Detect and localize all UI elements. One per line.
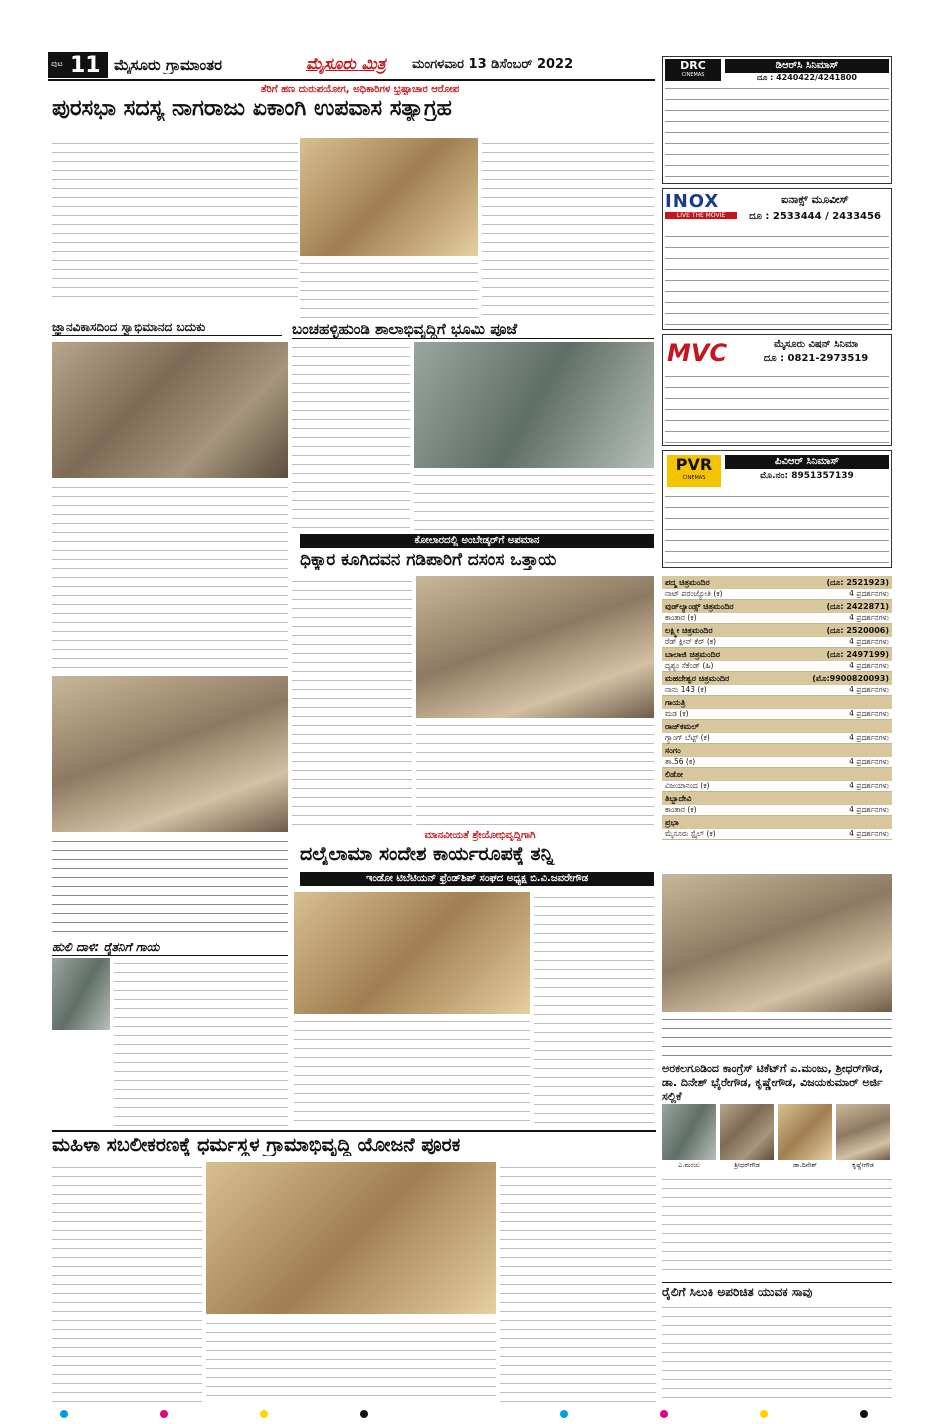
theatre-phone: (ದೂ: 2520006) — [826, 626, 889, 635]
theatre-film-row — [662, 733, 892, 744]
drc-showtimes — [665, 83, 889, 181]
story-body — [294, 1016, 530, 1128]
film-title: ಮಡ (ಕ) — [665, 709, 689, 718]
story-body — [482, 138, 654, 318]
story-photo — [52, 958, 110, 1030]
film-title: ನಾನು 143 (ಕ) — [665, 685, 707, 694]
story-caption — [52, 836, 288, 936]
show-count: 4 ಪ್ರದರ್ಶನಗಳು — [849, 637, 889, 646]
pvr-logo-text: PVR — [675, 455, 713, 474]
theatre-name-row — [662, 600, 892, 613]
theatre-name: ರಾಜ್‌ಕಮಲ್ — [665, 722, 700, 731]
mvc-phone: ದೂ : 0821-2973519 — [763, 353, 869, 364]
story-photo — [414, 342, 654, 468]
drc-title: ಡಿಆರ್‌ಸಿ ಸಿನಿಮಾಸ್ — [725, 59, 889, 73]
show-count: 4 ಪ್ರದರ್ಶನಗಳು — [849, 829, 889, 838]
candidate-photo — [662, 1104, 716, 1160]
story-caption — [662, 1014, 892, 1058]
theatre-film-row — [662, 757, 892, 768]
theatre-film-row — [662, 661, 892, 672]
registration-dot — [560, 1410, 568, 1418]
registration-dot — [760, 1410, 768, 1418]
pvr-phone: ಮೊ.ನಂ: 8951357139 — [760, 471, 854, 481]
theatre-name: ಗಾಯತ್ರಿ — [665, 698, 686, 707]
page-number: 11 — [70, 53, 101, 78]
theatre-name: ತಿಬ್ಬಾದೇವಿ — [665, 794, 692, 803]
story-body — [534, 892, 654, 1128]
theatre-film-row — [662, 805, 892, 816]
story-headline: ದಲೈಲಾಮಾ ಸಂದೇಶ ಕಾರ್ಯರೂಪಕ್ಕೆ ತನ್ನಿ — [300, 843, 554, 865]
story-kicker: ಮಾನವೀಯತೆ ಶ್ರೇಯೋಭಿವೃದ್ಧಿಗಾಗಿ — [424, 830, 536, 841]
theatre-name-row — [662, 816, 892, 829]
theatre-name: ಲಿಡೋ — [665, 770, 683, 779]
candidate-photos — [662, 1104, 892, 1170]
theatre-name-row — [662, 696, 892, 709]
story-headline: ಅರಕಲಗೂಡಿಂದ ಕಾಂಗ್ರೆಸ್ ಟಿಕೆಟ್‌ಗೆ ಎ.ಮಂಜು, ಶ್ರೀಧರ್‌ಗೌಡ, ಡಾ. ದಿನೇಶ್ ಭೈರೇಗೌಡ, ಕೃಷ್ಣೇಗೌಡ, ವಿಜಯಕುಮಾರ್ ಅರ್ಜಿ ಸಲ್ಲಿಕೆ — [662, 1062, 884, 1103]
mvc-logo: MVC — [667, 339, 728, 367]
page-number-badge — [48, 52, 108, 78]
theatre-name: ಬಾಲಾಜಿ ಚಿತ್ರಮಂದಿರ — [665, 650, 720, 659]
registration-dot — [660, 1410, 668, 1418]
registration-dot — [160, 1410, 168, 1418]
story-body — [300, 258, 478, 318]
theatre-film-row — [662, 829, 892, 840]
registration-marks — [0, 1404, 945, 1424]
paper-name-logo: ಮೈಸೂರು ಮಿತ್ರ — [306, 54, 386, 73]
theatre-film-row — [662, 637, 892, 648]
masthead — [48, 52, 654, 78]
pvr-logo — [667, 455, 721, 487]
show-count: 4 ಪ್ರದರ್ಶನಗಳು — [849, 781, 889, 790]
pvr-logo-subtext: CINEMAS — [682, 475, 706, 481]
mvc-title: ಮೈಸೂರು ವಿಷನ್ ಸಿನಿಮಾ — [773, 339, 859, 350]
theatre-name-row — [662, 624, 892, 637]
theatre-name: ಪ್ರಭಾ — [665, 818, 679, 827]
story-headline: ರೈಲಿಗೆ ಸಿಲುಕಿ ಅಪರಿಚಿತ ಯುವಕ ಸಾವು — [662, 1282, 892, 1300]
story-body — [206, 1318, 496, 1402]
story-body — [292, 576, 412, 826]
story-headline: ಜ್ಞಾನವಿಕಾಸದಿಂದ ಸ್ವಾಭಿಮಾನದ ಬದುಕು — [52, 320, 282, 336]
registration-dot — [60, 1410, 68, 1418]
show-count: 4 ಪ್ರದರ್ಶನಗಳು — [849, 757, 889, 766]
film-title: ದೃಶ್ಯಂ ಸೆಕೆಂಡ್ (ಹಿ) — [665, 661, 714, 670]
film-title: ನಾಟ್ ಪರಂಜ್ಯೋತಿ (ಕ) — [665, 589, 723, 598]
pvr-block — [662, 450, 892, 568]
theatre-name-row — [662, 648, 892, 661]
film-title: ವಿಜಯಾನಂದ (ಕ) — [665, 781, 710, 790]
theatre-name: ಲಕ್ಷ್ಮೀ ಚಿತ್ರಮಂದಿರ — [665, 626, 713, 635]
story-headline: ಬಂಚಹಳ್ಳಿಹುಂಡಿ ಶಾಲಾಭಿವೃದ್ಧಿಗೆ ಭೂಮಿ ಪೂಜೆ — [292, 320, 654, 339]
story-body — [52, 138, 298, 298]
story-photo — [206, 1162, 496, 1314]
section-title: ಮೈಸೂರು ಗ್ರಾಮಾಂತರ — [114, 56, 223, 74]
film-title: ತಾ.56 (ಕ) — [665, 757, 696, 766]
candidate-caption: ಡಾ.ದಿನೇಶ್ — [792, 1161, 818, 1169]
film-title: ರೆಡ್ ಕ್ಲೀನ್ ಕೆರ್ (ಕ) — [665, 637, 717, 646]
drc-logo — [665, 59, 721, 81]
story-photo — [416, 576, 654, 718]
story-kicker: ತೆರಿಗೆ ಹಣ ದುರುಪಯೋಗ, ಅಧಿಕಾರಿಗಳ ಭ್ರಷ್ಟಾಚಾರ ಆರೋಪ — [260, 84, 460, 95]
story-photo — [662, 874, 892, 1012]
inox-logo — [665, 191, 737, 227]
theatre-name-row — [662, 576, 892, 589]
story-headline: ಪುರಸಭಾ ಸದಸ್ಯ ನಾಗರಾಜು ಏಕಾಂಗಿ ಉಪವಾಸ ಸತ್ಯಾಗ್ರಹ — [52, 96, 452, 121]
theatre-film-row — [662, 613, 892, 624]
inox-block — [662, 188, 892, 330]
registration-dot — [860, 1410, 868, 1418]
story-body — [52, 482, 288, 672]
candidate-photo — [778, 1104, 832, 1160]
pvr-showtimes — [665, 491, 889, 565]
page-label: ಪುಟ — [51, 59, 63, 68]
show-count: 4 ಪ್ರದರ್ಶನಗಳು — [849, 733, 889, 742]
masthead-rule — [48, 79, 655, 81]
show-count: 4 ಪ್ರದರ್ಶನಗಳು — [849, 613, 889, 622]
inox-phone: ದೂ : 2533444 / 2433456 — [749, 211, 881, 222]
theatre-film-row — [662, 781, 892, 792]
registration-dot — [360, 1410, 368, 1418]
film-title: ಗ್ಯಾಂಗ್ ಬೆಟ್ಟ್ (ಕ) — [665, 733, 710, 742]
theatre-name-row — [662, 768, 892, 781]
theatre-film-row — [662, 685, 892, 696]
drc-logo-subtext: CINEMAS — [681, 72, 705, 78]
theatre-name-row — [662, 672, 892, 685]
theatre-phone: (ದೂ: 2497199) — [826, 650, 889, 659]
show-count: 4 ಪ್ರದರ್ಶನಗಳು — [849, 685, 889, 694]
story-photo — [300, 138, 478, 256]
story-subhead: ಇಂಡೋ ಟಿಬೆಟಿಯನ್ ಫ್ರೆಂಡ್‌ಶಿಪ್ ಸಂಘದ ಅಧ್ಯಕ್ಷ ಬಿ.ವಿ.ಜವರೇಗೌಡ — [300, 872, 654, 886]
theatre-name-row — [662, 792, 892, 805]
candidate-photo — [836, 1104, 890, 1160]
story-headline: ಹುಲಿ ದಾಳಿ: ರೈತನಿಗೆ ಗಾಯ — [52, 940, 288, 956]
inox-showtimes — [665, 231, 889, 327]
story-body — [500, 1162, 656, 1402]
theatre-listings — [662, 576, 892, 866]
mvc-showtimes — [665, 371, 889, 443]
story-photo — [294, 892, 530, 1014]
theatre-name: ಸಂಗಂ — [665, 746, 681, 755]
inox-title: ಐನಾಕ್ಸ್ ಮೂವೀಸ್ — [781, 193, 849, 206]
pvr-title: ಪಿವಿಆರ್ ಸಿನಿಮಾಸ್ — [725, 455, 889, 469]
inox-tagline: LIVE THE MOVIE — [665, 212, 737, 219]
show-count: 4 ಪ್ರದರ್ಶನಗಳು — [849, 661, 889, 670]
story-kicker: ಕೋಲಾರದಲ್ಲಿ ಅಂಬೇಡ್ಕರ್‌ಗೆ ಅಪಮಾನ — [300, 534, 654, 548]
theatre-phone: (ದೂ: 2521923) — [826, 578, 889, 587]
theatre-phone: (ದೂ: 2422871) — [826, 602, 889, 611]
mvc-block — [662, 334, 892, 446]
theatre-name: ವುಡ್‌ಲ್ಯಾಂಡ್ಸ್ ಚಿತ್ರಮಂದಿರ — [665, 602, 734, 611]
candidate-caption: ಶ್ರೀಧರ್‌ಗೌಡ — [734, 1161, 760, 1169]
candidate-photo — [720, 1104, 774, 1160]
theatre-name: ಮಹದೇಶ್ವರ ಚಿತ್ರಮಂದಿರ — [665, 674, 730, 683]
story-body — [292, 342, 410, 532]
story-photo — [52, 342, 288, 478]
film-title: ಮೈಸೂರು ಸ್ಟೈಲ್ (ಕ) — [665, 829, 716, 838]
candidate-caption: ಎ.ಮಂಜು — [678, 1161, 700, 1169]
story-photo — [52, 676, 288, 832]
theatre-name-row — [662, 720, 892, 733]
show-count: 4 ಪ್ರದರ್ಶನಗಳು — [849, 589, 889, 598]
story-body — [416, 720, 654, 826]
drc-cinemas-block — [662, 56, 892, 184]
candidate-caption: ಕೃಷ್ಣೇಗೌಡ — [852, 1161, 874, 1169]
show-count: 4 ಪ್ರದರ್ಶನಗಳು — [849, 709, 889, 718]
inox-logo-text: INOX — [665, 191, 720, 212]
drc-logo-text: DRC — [680, 59, 706, 72]
show-count: 4 ಪ್ರದರ್ಶನಗಳು — [849, 805, 889, 814]
theatre-film-row — [662, 589, 892, 600]
story-body — [52, 1162, 202, 1402]
drc-phone: ದೂ : 4240422/4241800 — [757, 73, 857, 82]
theatre-film-row — [662, 709, 892, 720]
registration-dot — [260, 1410, 268, 1418]
theatre-name: ಪದ್ಮ ಚಿತ್ರಮಂದಿರ — [665, 578, 710, 587]
issue-date: ಮಂಗಳವಾರ 13 ಡಿಸೆಂಬರ್ 2022 — [412, 57, 574, 72]
film-title: ಕಾಂತಾರ (ಕ) — [665, 805, 697, 814]
story-headline: ಧಿಕ್ಕಾರ ಕೂಗಿದವನ ಗಡಿಪಾರಿಗೆ ದಸಂಸ ಒತ್ತಾಯ — [300, 550, 557, 570]
story-headline: ಮಹಿಳಾ ಸಬಲೀಕರಣಕ್ಕೆ ಧರ್ಮಸ್ಥಳ ಗ್ರಾಮಾಭಿವೃದ್ಧಿ ಯೋಜನೆ ಪೂರಕ — [52, 1130, 656, 1156]
theatre-phone: (ಮೊ:9900820093) — [812, 674, 889, 683]
theatre-name-row — [662, 744, 892, 757]
story-body — [114, 958, 288, 1128]
story-body — [662, 1302, 892, 1402]
story-body — [662, 1174, 892, 1278]
film-title: ಕಾಂತಾರ (ಕ) — [665, 613, 697, 622]
story-body — [414, 470, 654, 530]
